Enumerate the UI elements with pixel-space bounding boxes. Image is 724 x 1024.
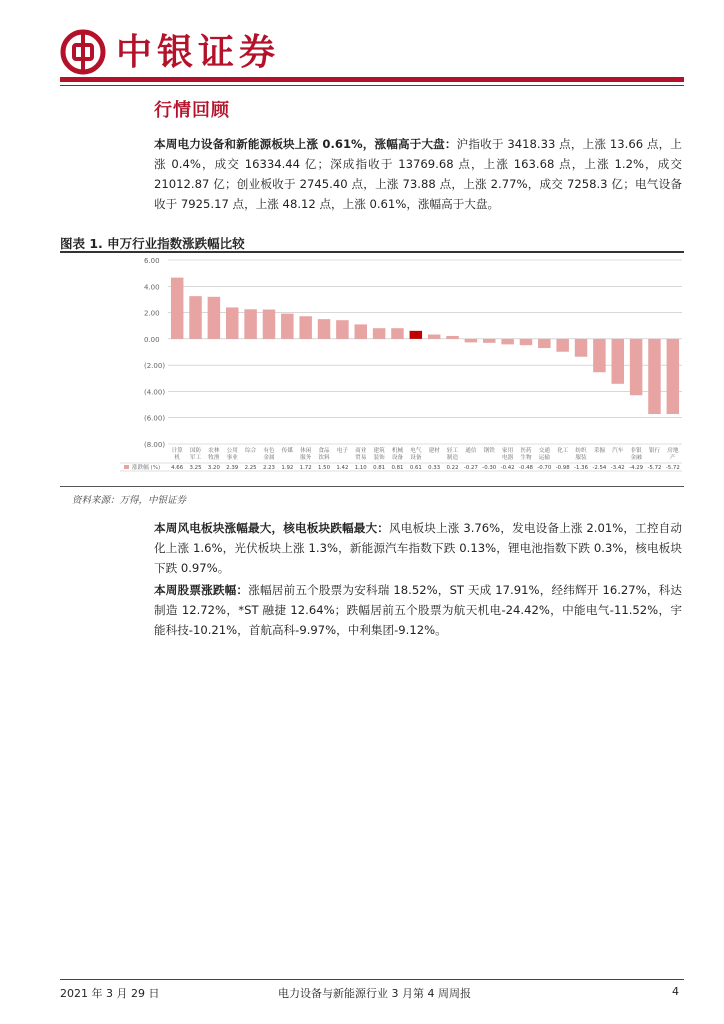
x-tick-label-line2: 机 <box>174 455 180 461</box>
x-tick-label: 建筑 <box>373 448 385 454</box>
x-tick-label-line2: 饮料 <box>318 455 330 461</box>
header-logo <box>60 28 280 76</box>
bar-20 <box>520 339 532 345</box>
paragraph-body: 涨幅居前五个股票为安科瑞 18.52%，ST 天成 17.91%，经纬辉开 16.27%，科达制造 12.72%，*ST 融捷 12.64%；跌幅居前五个股票为航天机电-24.42%，中能电气-11.52%，宇能科技-10.21%，首航高科-9.97%，中利集团-9.12%。 <box>154 583 682 637</box>
bar-7 <box>281 314 293 339</box>
x-tick-label: 化工 <box>557 448 569 454</box>
logo-text: 中银证券 <box>116 31 281 73</box>
x-tick-label-line2: 运输 <box>538 455 550 461</box>
x-tick-label: 有色 <box>263 448 275 454</box>
industry-change-bar-chart <box>60 252 684 484</box>
x-tick-label: 交通 <box>538 448 550 454</box>
data-label: -5.72 <box>665 465 680 471</box>
bar-18 <box>483 339 495 343</box>
data-label: 1.10 <box>354 465 367 471</box>
data-label: -4.29 <box>629 465 644 471</box>
figure-bottom-rule <box>60 486 684 487</box>
header-divider-thin <box>60 85 684 86</box>
x-tick-label: 商业 <box>355 448 367 454</box>
bar-13 <box>391 328 403 339</box>
bank-of-china-logo-icon <box>60 29 106 75</box>
source-note: 资料来源：万得，中银证券 <box>72 495 187 506</box>
bar-10 <box>336 320 348 339</box>
bar-24 <box>593 339 605 372</box>
bar-14 <box>410 331 422 339</box>
x-tick-label: 汽车 <box>612 448 624 454</box>
data-label: 0.22 <box>446 465 459 471</box>
data-label: -0.30 <box>482 465 497 471</box>
data-label: -0.27 <box>463 465 478 471</box>
x-tick-label: 机械 <box>391 448 404 454</box>
x-tick-label: 综合 <box>245 448 257 454</box>
legend-swatch <box>124 465 129 469</box>
data-label: -0.48 <box>518 465 533 471</box>
data-label: 2.25 <box>244 465 257 471</box>
data-label: 0.61 <box>409 465 422 471</box>
x-tick-label: 通信 <box>465 448 477 454</box>
x-tick-label: 医药 <box>520 448 532 454</box>
x-tick-label-line2: 服装 <box>575 455 587 461</box>
paragraph-body: 沪指收于 3418.33 点，上涨 13.66 点，上涨 0.4%，成交 16334.44 亿；深成指收于 13769.68 点，上涨 163.68 点，上涨 1.2%，成交 21012.87 亿；创业板收于 2745.40 点，上涨 73.88 点，上涨 2.77%，成交 7258.3 亿；电气设备收于 7925.17 点，上涨 48.12 点，上涨 0.61%，涨幅高于大盘。 <box>154 137 682 211</box>
table-row-header: 涨跌幅 (%) <box>132 465 161 471</box>
y-tick-label: 2.00 <box>144 309 160 318</box>
data-label: -0.70 <box>537 465 552 471</box>
paragraph-lead: 本周股票涨跌幅： <box>154 583 249 597</box>
data-label: -2.54 <box>592 465 607 471</box>
x-tick-label-line2: 装饰 <box>373 455 385 461</box>
x-tick-label: 食品 <box>318 448 330 454</box>
x-tick-label-line2: 服务 <box>300 455 312 461</box>
data-label: 0.81 <box>391 465 404 471</box>
data-label: 1.50 <box>318 465 331 471</box>
data-label: 2.39 <box>226 465 239 471</box>
data-label: 3.20 <box>207 465 220 471</box>
bar-16 <box>446 336 458 339</box>
bar-23 <box>575 339 587 357</box>
x-tick-label: 国防 <box>189 448 202 454</box>
bar-6 <box>263 310 275 339</box>
bar-12 <box>373 328 385 339</box>
bar-2 <box>189 296 201 339</box>
footer-divider <box>60 979 684 980</box>
x-tick-label: 农林 <box>208 448 220 454</box>
section-title: 行情回顾 <box>154 100 230 121</box>
x-tick-label: 纺织 <box>575 448 587 454</box>
bar-5 <box>244 309 256 339</box>
x-tick-label: 公用 <box>226 448 238 454</box>
paragraph-lead: 本周风电板块涨幅最大，核电板块跌幅最大： <box>154 521 389 535</box>
y-tick-label: (4.00) <box>144 388 166 397</box>
data-label: -5.72 <box>647 465 662 471</box>
bar-4 <box>226 307 238 338</box>
bar-1 <box>171 278 183 339</box>
chart-container <box>60 252 684 484</box>
data-label: -0.98 <box>555 465 570 471</box>
y-tick-label: 4.00 <box>144 283 160 292</box>
bar-8 <box>299 316 311 339</box>
x-tick-label-line2: 设备 <box>391 455 404 461</box>
paragraph-body: 风电板块上涨 3.76%，发电设备上涨 2.01%，工控自动化上涨 1.6%，光伏板块上涨 1.3%，新能源汽车指数下跌 0.13%，锂电池指数下跌 0.3%，核电板块下跌 0.97%。 <box>154 521 682 575</box>
data-label: 1.72 <box>299 465 312 471</box>
bar-9 <box>318 319 330 339</box>
bar-21 <box>538 339 550 348</box>
x-tick-label-line2: 电器 <box>502 455 514 461</box>
data-label: 1.92 <box>281 465 294 471</box>
x-tick-label: 电子 <box>336 448 348 454</box>
x-tick-label: 银行 <box>648 448 661 454</box>
bar-26 <box>630 339 642 395</box>
x-tick-label: 休闲 <box>300 448 312 454</box>
bar-15 <box>428 335 440 339</box>
data-label: 3.25 <box>189 465 202 471</box>
bar-28 <box>667 339 679 414</box>
y-tick-label: (6.00) <box>144 414 166 423</box>
bar-11 <box>355 324 367 338</box>
x-tick-label-line2: 贸易 <box>355 455 367 461</box>
market-review-paragraph <box>154 134 682 214</box>
x-tick-label: 电气 <box>410 448 422 454</box>
x-tick-label: 钢铁 <box>483 448 495 454</box>
x-tick-label-line2: 制造 <box>446 455 459 461</box>
x-tick-label-line2: 牧渔 <box>208 455 220 461</box>
x-tick-label: 房地 <box>667 448 679 454</box>
x-tick-label-line2: 设备 <box>410 455 422 461</box>
bar-27 <box>648 339 660 414</box>
stock-movers-paragraph <box>154 580 682 640</box>
footer-date: 2021 年 3 月 29 日 <box>60 987 160 1000</box>
data-label: 4.66 <box>171 465 184 471</box>
figure-title: 图表 1. 申万行业指数涨跌幅比较 <box>60 236 245 251</box>
data-label: -1.36 <box>574 465 589 471</box>
data-label: 1.42 <box>336 465 349 471</box>
x-tick-label-line2: 产 <box>670 455 676 461</box>
sector-performance-paragraph <box>154 518 682 578</box>
y-tick-label: (8.00) <box>144 441 166 449</box>
y-tick-label: (2.00) <box>144 362 166 371</box>
x-tick-label: 家用 <box>502 448 514 454</box>
bar-19 <box>501 339 513 345</box>
x-tick-label: 计算 <box>171 448 183 454</box>
data-label: -3.42 <box>610 465 625 471</box>
x-tick-label: 非银 <box>630 448 642 454</box>
x-tick-label: 采掘 <box>593 448 605 454</box>
footer-page-number: 4 <box>672 985 679 998</box>
x-tick-label-line2: 金属 <box>263 455 275 461</box>
bar-22 <box>556 339 568 352</box>
data-label: 0.81 <box>373 465 386 471</box>
footer-report-title: 电力设备与新能源行业 3 月第 4 周周报 <box>278 987 471 1000</box>
y-tick-label: 6.00 <box>144 257 160 265</box>
bar-3 <box>208 297 220 339</box>
data-label: -0.42 <box>500 465 515 471</box>
x-tick-label-line2: 事业 <box>226 455 238 461</box>
x-tick-label-line2: 军工 <box>189 455 202 461</box>
x-tick-label: 轻工 <box>446 448 459 454</box>
header-divider <box>60 77 684 82</box>
y-tick-label: 0.00 <box>144 335 160 344</box>
data-label: 2.23 <box>262 465 275 471</box>
bar-25 <box>612 339 624 384</box>
x-tick-label: 建材 <box>428 448 440 454</box>
x-tick-label-line2: 生物 <box>520 455 532 461</box>
data-label: 0.33 <box>428 465 441 471</box>
x-tick-label: 传媒 <box>281 448 293 454</box>
x-tick-label-line2: 金融 <box>630 455 642 461</box>
bar-17 <box>465 339 477 343</box>
paragraph-lead: 本周电力设备和新能源板块上涨 0.61%，涨幅高于大盘： <box>154 137 457 151</box>
